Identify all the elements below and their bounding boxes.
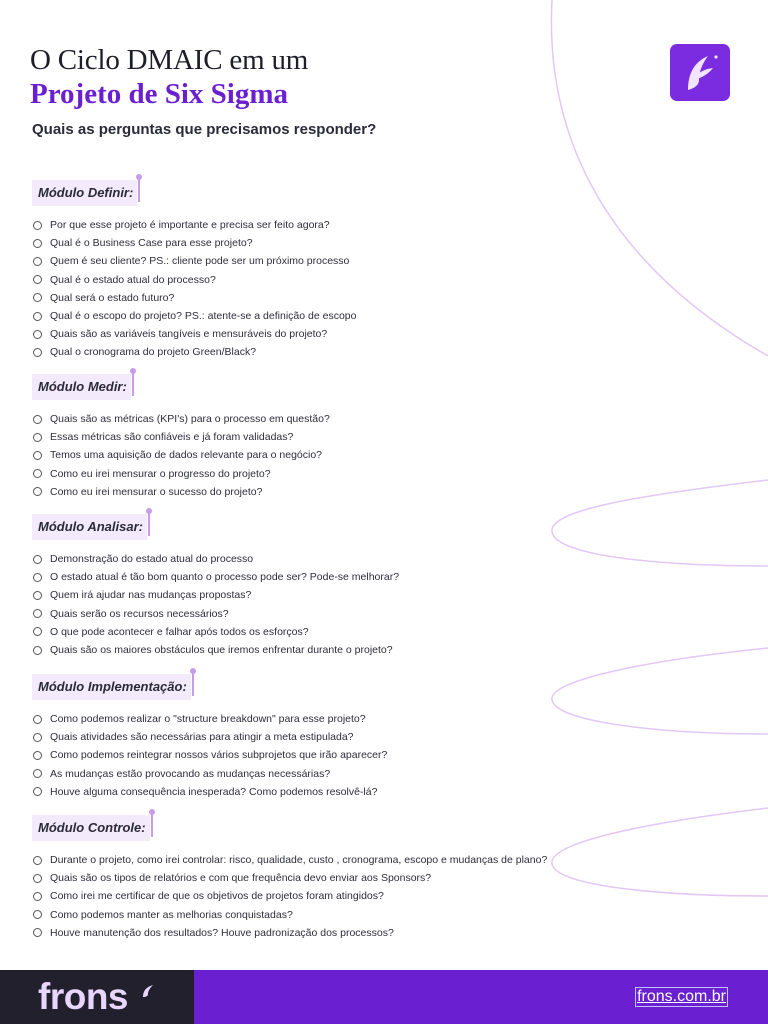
question-item — [33, 252, 356, 270]
question-item — [33, 325, 356, 343]
radio-circle-icon[interactable] — [33, 312, 42, 321]
question-text: Houve manutenção dos resultados? Houve padronização dos processos? — [50, 926, 394, 939]
question-item — [33, 783, 387, 801]
question-text: Quais são os tipos de relatórios e com que frequência devo enviar aos Sponsors? — [50, 872, 432, 885]
question-text: O que pode acontecer e falhar após todos os esforços? — [50, 625, 309, 638]
radio-circle-icon[interactable] — [33, 555, 42, 564]
question-item — [33, 483, 330, 501]
module-heading — [32, 514, 147, 540]
question-list — [33, 410, 330, 501]
question-text: Como eu irei mensurar o sucesso do projeto? — [50, 485, 263, 498]
module-heading — [32, 674, 191, 700]
question-text: Como podemos realizar o "structure breakdown" para esse projeto? — [50, 713, 366, 726]
website-link[interactable]: frons.com.br — [637, 988, 726, 1005]
question-item — [33, 641, 399, 659]
question-text: Qual é o estado atual do processo? — [50, 273, 216, 286]
question-list — [33, 851, 547, 942]
radio-circle-icon[interactable] — [33, 451, 42, 460]
radio-circle-icon[interactable] — [33, 856, 42, 865]
question-text: Como irei me certificar de que os objetivos de projetos foram atingidos? — [50, 890, 384, 903]
radio-circle-icon[interactable] — [33, 348, 42, 357]
question-text: Quais são as variáveis tangíveis e mensuráveis do projeto? — [50, 328, 328, 341]
question-text: Quem irá ajudar nas mudanças propostas? — [50, 589, 252, 602]
module-heading-label: Módulo Implementação: — [38, 679, 187, 694]
question-item — [33, 550, 399, 568]
radio-circle-icon[interactable] — [33, 469, 42, 478]
module-heading-label: Módulo Medir: — [38, 379, 127, 394]
question-item — [33, 605, 399, 623]
question-text: Qual é o escopo do projeto? PS.: atente-se a definição de escopo — [50, 310, 357, 323]
radio-circle-icon[interactable] — [33, 787, 42, 796]
question-text: Qual será o estado futuro? — [50, 291, 175, 304]
radio-circle-icon[interactable] — [33, 591, 42, 600]
radio-circle-icon[interactable] — [33, 573, 42, 582]
frons-logo-icon — [670, 44, 730, 101]
radio-circle-icon[interactable] — [33, 733, 42, 742]
question-text: Como eu irei mensurar o progresso do projeto? — [50, 467, 271, 480]
question-item — [33, 765, 387, 783]
radio-circle-icon[interactable] — [33, 415, 42, 424]
question-item — [33, 465, 330, 483]
question-item — [33, 289, 356, 307]
radio-circle-icon[interactable] — [33, 330, 42, 339]
radio-circle-icon[interactable] — [33, 239, 42, 248]
question-text: Quais serão os recursos necessários? — [50, 607, 229, 620]
question-item — [33, 851, 547, 869]
question-item — [33, 887, 547, 905]
radio-circle-icon[interactable] — [33, 874, 42, 883]
module-heading — [32, 180, 137, 206]
question-text: Essas métricas são confiáveis e já foram validadas? — [50, 431, 294, 444]
question-text: Quem é seu cliente? PS.: cliente pode ser um próximo processo — [50, 255, 350, 268]
radio-circle-icon[interactable] — [33, 715, 42, 724]
question-item — [33, 869, 547, 887]
radio-circle-icon[interactable] — [33, 928, 42, 937]
question-item — [33, 410, 330, 428]
radio-circle-icon[interactable] — [33, 627, 42, 636]
question-text: Como podemos manter as melhorias conquistadas? — [50, 908, 293, 921]
footer-bar — [0, 970, 768, 1024]
question-text: Qual é o Business Case para esse projeto? — [50, 237, 253, 250]
module-heading — [32, 374, 131, 400]
question-text: O estado atual é tão bom quanto o processo pode ser? Pode-se melhorar? — [50, 571, 400, 584]
question-text: Qual o cronograma do projeto Green/Black? — [50, 346, 257, 359]
page-subtitle: Quais as perguntas que precisamos responder? — [32, 121, 377, 138]
radio-circle-icon[interactable] — [33, 257, 42, 266]
question-text: As mudanças estão provocando as mudanças necessárias? — [50, 767, 331, 780]
question-item — [33, 234, 356, 252]
pin-marker-icon — [132, 370, 134, 396]
question-text: Demonstração do estado atual do processo — [50, 553, 254, 566]
question-item — [33, 216, 356, 234]
question-text: Durante o projeto, como irei controlar: risco, qualidade, custo , cronograma, escopo e mudanças de plano? — [50, 854, 548, 867]
question-item — [33, 906, 547, 924]
question-item — [33, 728, 387, 746]
question-item — [33, 924, 547, 942]
module-heading-label: Módulo Definir: — [38, 185, 134, 200]
radio-circle-icon[interactable] — [33, 892, 42, 901]
pin-marker-icon — [148, 510, 150, 536]
question-item — [33, 428, 330, 446]
question-item — [33, 343, 356, 361]
question-item — [33, 307, 356, 325]
radio-circle-icon[interactable] — [33, 910, 42, 919]
radio-circle-icon[interactable] — [33, 221, 42, 230]
question-item — [33, 710, 387, 728]
question-item — [33, 568, 399, 586]
question-item — [33, 746, 387, 764]
question-list — [33, 550, 399, 659]
radio-circle-icon[interactable] — [33, 487, 42, 496]
question-item — [33, 446, 330, 464]
module-heading-label: Módulo Analisar: — [38, 519, 143, 534]
brand-mark-icon — [141, 984, 155, 998]
radio-circle-icon[interactable] — [33, 275, 42, 284]
module-heading — [32, 815, 150, 841]
radio-circle-icon[interactable] — [33, 609, 42, 618]
question-list — [33, 216, 356, 362]
question-text: Como podemos reintegrar nossos vários subprojetos que irão aparecer? — [50, 749, 388, 762]
question-text: Quais são os maiores obstáculos que iremos enfrentar durante o projeto? — [50, 644, 393, 657]
radio-circle-icon[interactable] — [33, 433, 42, 442]
radio-circle-icon[interactable] — [33, 769, 42, 778]
page-title-line2: Projeto de Six Sigma — [30, 78, 289, 110]
radio-circle-icon[interactable] — [33, 646, 42, 655]
pin-marker-icon — [138, 176, 140, 202]
question-text: Houve alguma consequência inesperada? Como podemos resolvê-lá? — [50, 785, 378, 798]
question-item — [33, 271, 356, 289]
pin-marker-icon — [192, 670, 194, 696]
footer-brand-panel — [0, 970, 194, 1024]
pin-marker-icon — [151, 811, 153, 837]
question-list — [33, 710, 387, 801]
brand-wordmark: frons — [38, 976, 128, 1017]
question-text: Por que esse projeto é importante e precisa ser feito agora? — [50, 219, 330, 232]
page-title-line1: O Ciclo DMAIC em um — [30, 44, 309, 76]
question-item — [33, 623, 399, 641]
radio-circle-icon[interactable] — [33, 293, 42, 302]
question-item — [33, 586, 399, 604]
question-text: Quais atividades são necessárias para atingir a meta estipulada? — [50, 731, 354, 744]
question-text: Temos uma aquisição de dados relevante para o negócio? — [50, 449, 323, 462]
module-heading-label: Módulo Controle: — [38, 820, 146, 835]
question-text: Quais são as métricas (KPI's) para o processo em questão? — [50, 413, 330, 426]
radio-circle-icon[interactable] — [33, 751, 42, 760]
